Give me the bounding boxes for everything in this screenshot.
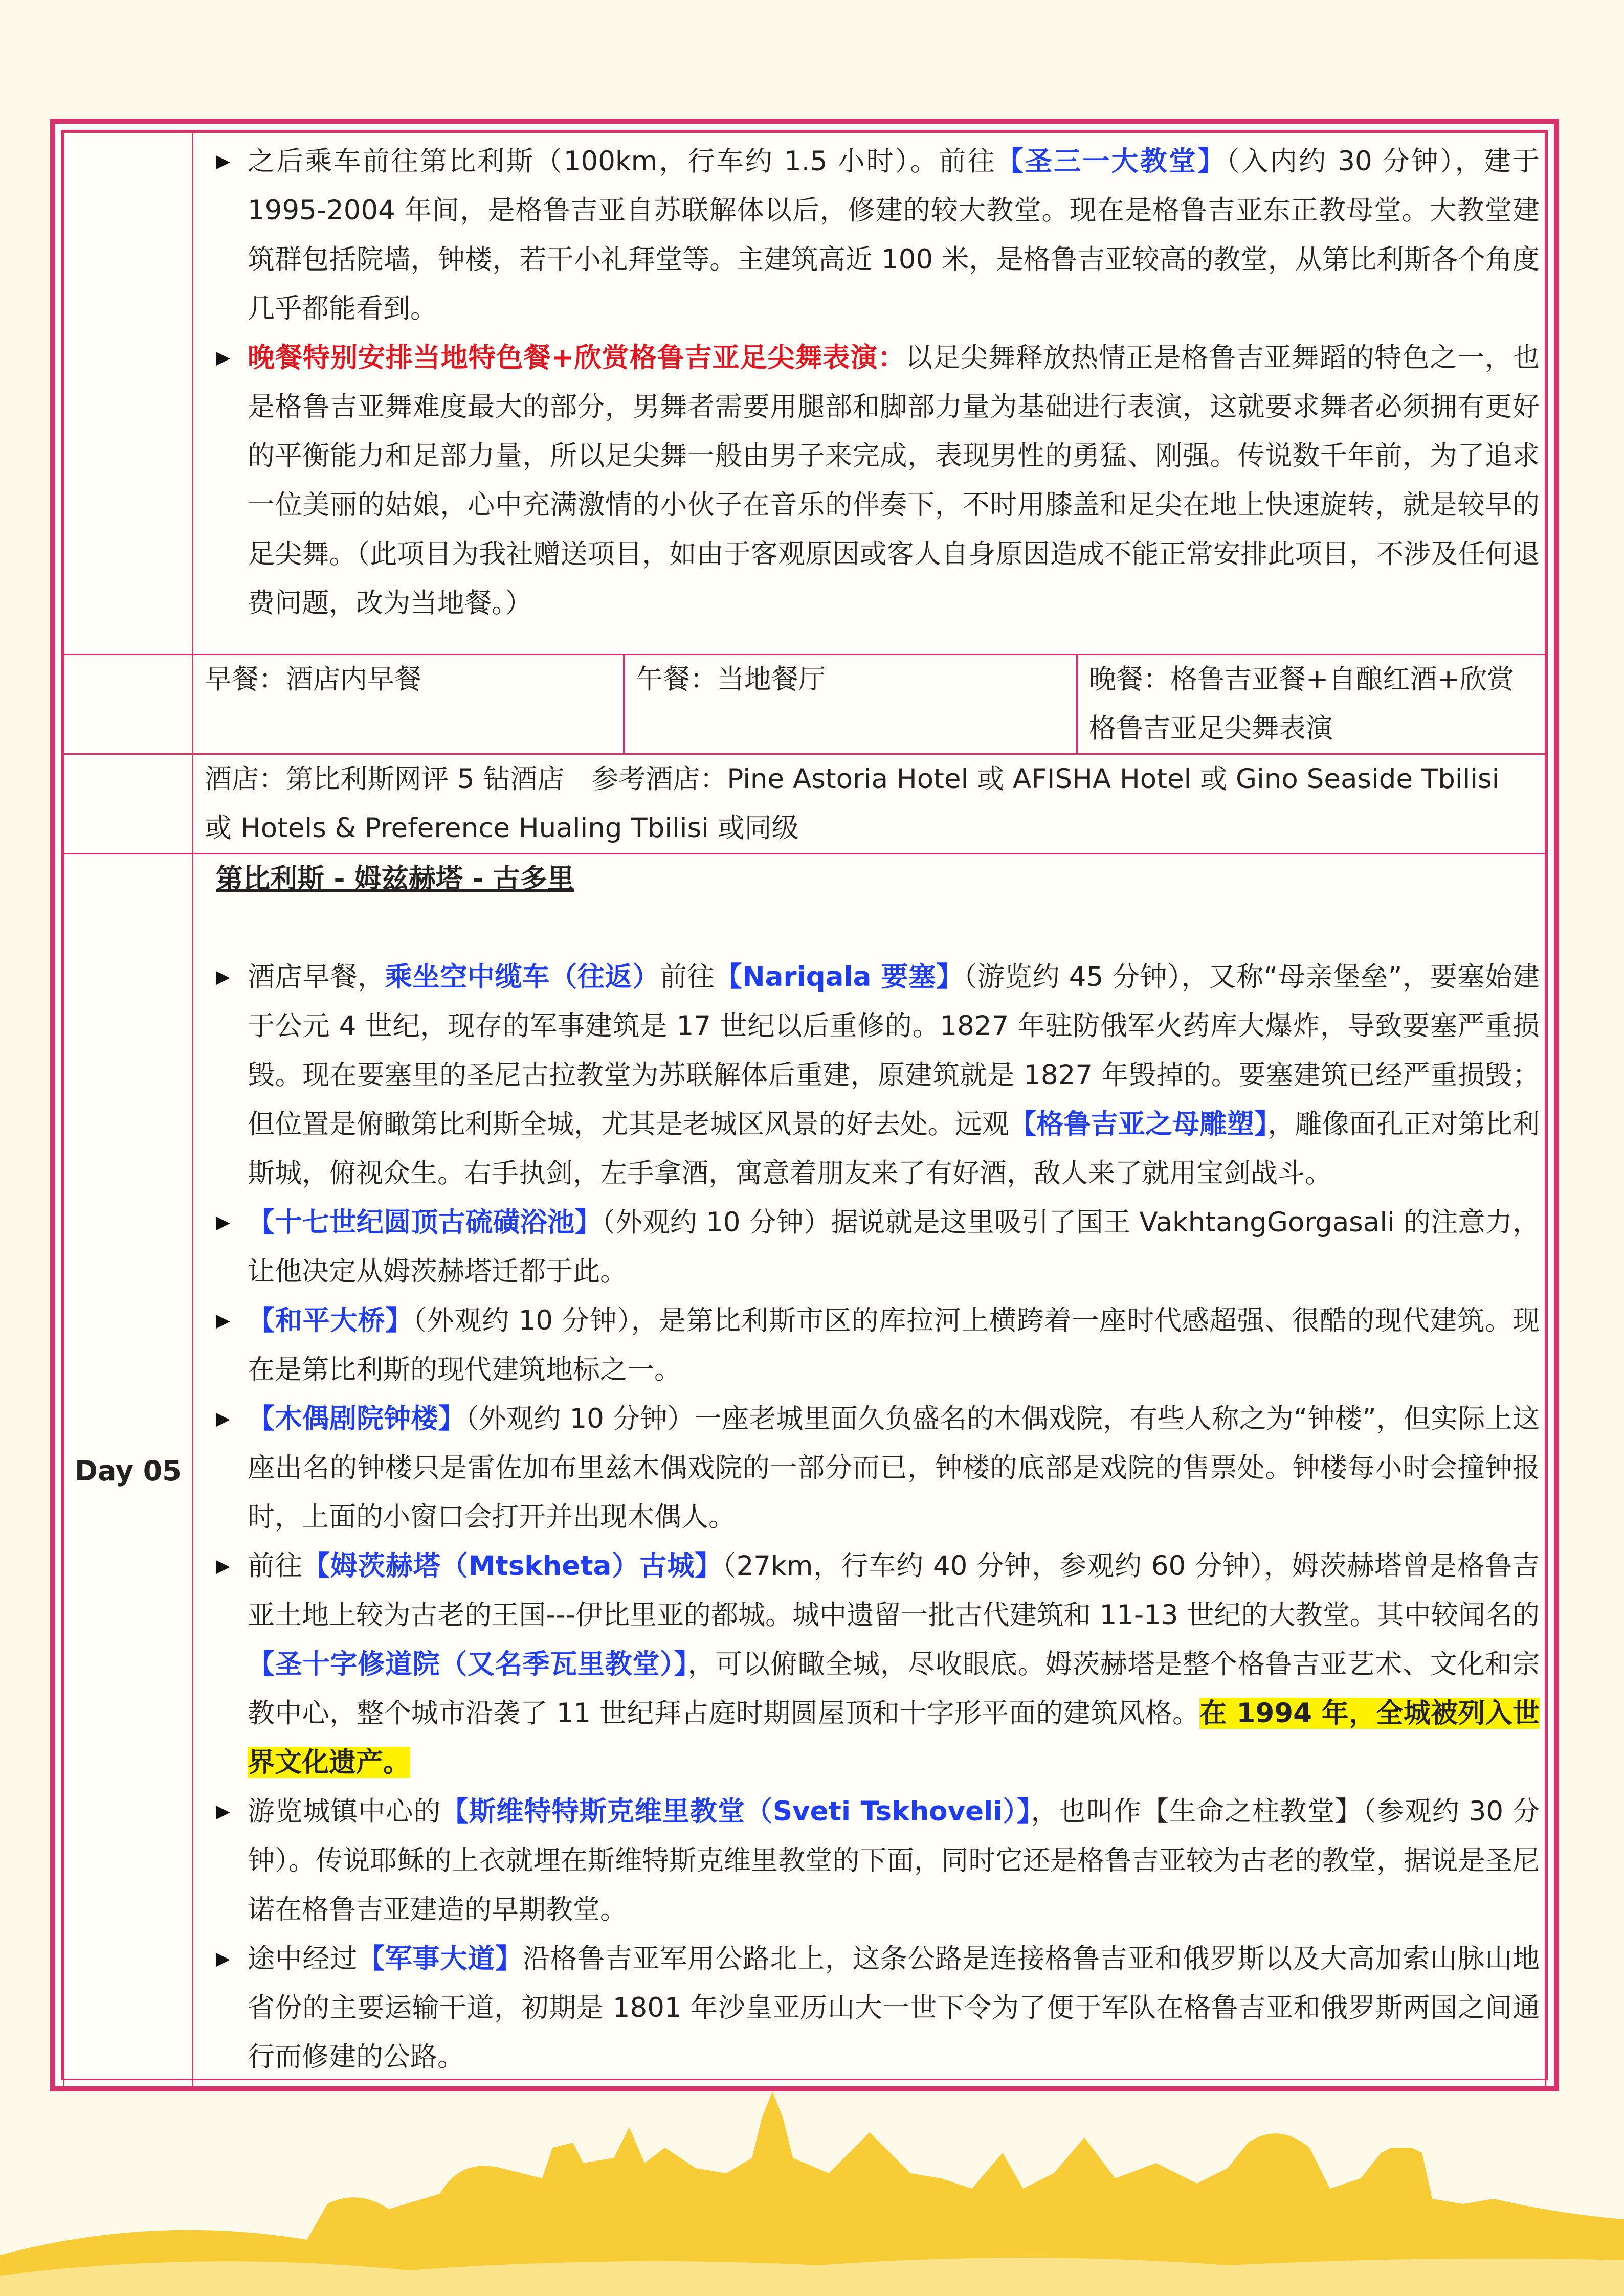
day5-item-list [205,953,1540,2082]
bullet-arrow-icon: ▶ [216,1408,230,1429]
day5-item [205,1394,1540,1542]
hotel-info: 酒店：第比利斯网评 5 钻酒店 参考酒店：Pine Astoria Hotel 或 AFISHA Hotel 或 Gino Seaside Tbilisi 或 Hotels & Preference Hualing Tbilisi 或同级 [193,754,1546,854]
item-text: 途中经过 [248,1943,358,1974]
lunch-info: 午餐：当地餐厅 [625,655,1078,753]
attraction-name: 【格鲁吉亚之母雕塑】 [1009,1109,1268,1140]
day4-hotel-day-cell [64,754,193,854]
item-text: ，可以俯瞰全城，尽收眼底。姆茨赫塔是整个格鲁吉亚艺术、文化和宗教中心，整个城市沿袭了 11 世纪拜占庭时期圆屋顶和十字形平面的建筑风格。 [248,1649,1540,1729]
itinerary-inner-border [61,130,1548,2080]
attraction-name: 乘坐空中缆车（往返） [385,961,660,993]
special-note: 晚餐特别安排当地特色餐+欣赏格鲁吉亚足尖舞表演： [248,342,906,373]
attraction-name: 【姆茨赫塔（Mtskheta）古城】 [302,1550,723,1582]
bullet-arrow-icon: ▶ [216,1556,230,1577]
attraction-name: 【圣三一大教堂】 [996,146,1227,177]
skyline-decoration [0,2086,1624,2296]
day4-continued-row [64,132,1546,655]
day5-item [205,953,1540,1198]
day4-item [205,333,1540,628]
item-text: ，雕像面孔正对第比利斯城，俯视众生。右手执剑，左手拿酒，寓意着朋友来了有好酒，敌人来了就用宝剑战斗。 [248,1109,1540,1189]
bullet-arrow-icon: ▶ [216,966,230,987]
item-text: （外观约 10 分钟）一座老城里面久负盛名的木偶戏院，有些人称之为“钟楼”，但实际上这座出名的钟楼只是雷佐加布里兹木偶戏院的一部分而已，钟楼的底部是戏院的售票处。钟楼每小时会撞钟报时，上面的小窗口会打开并出现木偶人。 [248,1403,1540,1533]
day4-meals-day-cell [64,655,193,754]
day4-meals-row [64,655,1546,754]
day5-item [205,1296,1540,1394]
dinner-info: 晚餐：格鲁吉亚餐+自酿红酒+欣赏格鲁吉亚足尖舞表演 [1089,664,1514,744]
day4-item [205,137,1540,333]
attraction-name: 【木偶剧院钟楼】 [248,1403,465,1434]
bullet-arrow-icon: ▶ [216,1801,230,1822]
day5-activities [193,854,1546,2088]
day5-row [64,854,1546,2088]
item-text: （游览约 45 分钟），又称“母亲堡垒”，要塞始建于公元 4 世纪，现存的军事建筑是 17 世纪以后重修的。1827 年驻防俄军火药库大爆炸，导致要塞严重损毁。现在要塞里的圣尼古拉教堂为苏联解体后重建，原建筑就是 1827 年毁掉的。要塞建筑已经严重损毁；但位置是俯瞰第比利斯全城，尤其是老城区风景的好去处。远观 [248,961,1540,1140]
item-text: 游览城镇中心的 [248,1796,441,1827]
item-text: 沿格鲁吉亚军用公路北上，这条公路是连接格鲁吉亚和俄罗斯以及大高加索山脉山地省份的主要运输干道，初期是 1801 年沙皇亚历山大一世下令为了便于军队在格鲁吉亚和俄罗斯两国之间通行而修建的公路。 [248,1943,1540,2073]
item-text: ，也叫作【生命之柱教堂】（参观约 30 分钟）。传说耶稣的上衣就埋在斯维特斯克维里教堂的下面，同时它还是格鲁吉亚较为古老的教堂，据说是圣尼诺在格鲁吉亚建造的早期教堂。 [248,1796,1540,1925]
item-text: （外观约 10 分钟）据说就是这里吸引了国王 VakhtangGorgasali 的注意力，让他决定从姆茨赫塔迁都于此。 [248,1207,1540,1287]
bullet-arrow-icon: ▶ [216,151,230,172]
item-text: 以足尖舞释放热情正是格鲁吉亚舞蹈的特色之一，也是格鲁吉亚舞难度最大的部分，男舞者需要用腿部和脚部力量为基础进行表演，这就要求舞者必须拥有更好的平衡能力和足部力量，所以足尖舞一般由男子来完成，表现男性的勇猛、刚强。传说数千年前，为了追求一位美丽的姑娘，心中充满激情的小伙子在音乐的伴奏下，不时用膝盖和足尖在地上快速旋转，就是较早的足尖舞。（此项目为我社赠送项目，如由于客观原因或客人自身原因造成不能正常安排此项目，不涉及任何退费问题，改为当地餐。） [248,342,1540,619]
bullet-arrow-icon: ▶ [216,1310,230,1331]
attraction-name: 【Nariqala 要塞】 [715,961,964,993]
day-label: Day 05 [64,854,193,2088]
item-text: 前往 [248,1550,303,1582]
attraction-name: 【军事大道】 [358,1943,523,1974]
day5-item [205,1934,1540,2082]
day4-activities [193,132,1546,655]
bullet-arrow-icon: ▶ [216,347,230,368]
attraction-name: 【圣十字修道院（又名季瓦里教堂）】 [248,1649,688,1680]
attraction-name: 【和平大桥】 [248,1305,413,1336]
item-text: （27km，行车约 40 分钟，参观约 60 分钟），姆茨赫塔曾是格鲁吉亚土地上较为古老的王国---伊比里亚的都城。城中遗留一批古代建筑和 11-13 世纪的大教堂。其中较闻名的 [248,1550,1540,1631]
item-text: 之后乘车前往第比利斯（100km，行车约 1.5 小时）。前往 [248,146,996,177]
attraction-name: 【十七世纪圆顶古硫磺浴池】 [248,1207,602,1238]
day4-hotel-row [64,754,1546,854]
day5-item [205,1198,1540,1296]
item-text: （入内约 30 分钟），建于 1995-2004 年间，是格鲁吉亚自苏联解体以后，修建的较大教堂。现在是格鲁吉亚东正教母堂。大教堂建筑群包括院墙，钟楼，若干小礼拜堂等。主建筑高近 100 米，是格鲁吉亚较高的教堂，从第比利斯各个角度几乎都能看到。 [248,146,1540,324]
day4-meals-cell [193,655,1546,754]
day4-day-cell [64,132,193,655]
bullet-arrow-icon: ▶ [216,1212,230,1233]
bullet-arrow-icon: ▶ [216,1948,230,1969]
item-text: 酒店早餐， [248,961,385,993]
route-spacer [205,904,1540,953]
item-text: 前往 [660,961,715,993]
highlight-note: 在 1994 年，全城被列入世界文化遗产。 [248,1698,1540,1778]
breakfast-info: 早餐：酒店内早餐 [193,655,625,753]
itinerary-frame [50,119,1559,2091]
day5-item [205,1542,1540,1787]
day5-item [205,1787,1540,1934]
route-title: 第比利斯 - 姆兹赫塔 - 古多里 [216,863,574,894]
attraction-name: 【斯维特特斯克维里教堂（Sveti Tskhoveli）】 [441,1796,1031,1827]
itinerary-table [63,131,1546,2088]
item-text: （外观约 10 分钟），是第比利斯市区的库拉河上横跨着一座时代感超强、很酷的现代建筑。现在是第比利斯的现代建筑地标之一。 [248,1305,1540,1385]
